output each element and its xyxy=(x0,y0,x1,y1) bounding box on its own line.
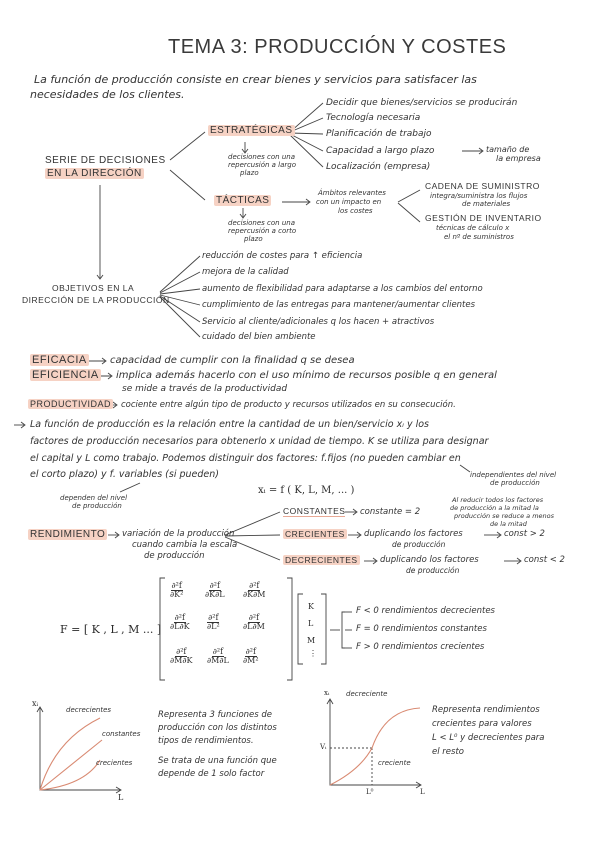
constantes-label: CONSTANTES xyxy=(283,506,346,516)
graph2-y-label: xᵢ xyxy=(324,689,330,697)
tacticas-label: TÁCTICAS xyxy=(216,195,270,206)
variables-note-1: dependen del nivel xyxy=(60,494,128,502)
crecientes-def-2: de producción xyxy=(392,540,446,549)
matrix-cell-mk: $\frac{\text{∂²f}}{\partial M\partial K}$ xyxy=(170,647,193,665)
objetivo-item-1: reducción de costes para ↑ eficiencia xyxy=(202,251,363,261)
graph2-text-3: L < L⁰ y decrecientes para xyxy=(432,733,545,743)
ambitos-3: los costes xyxy=(338,207,373,215)
crecientes-def-1: duplicando los factores xyxy=(364,529,463,539)
rend-note-3: producción se reduce a menos xyxy=(454,512,555,520)
matrix-cell-kk: $\frac{\text{∂²f}}{\text{∂K²}}$ xyxy=(170,581,184,599)
estrategicas-sub-1: decisiones con una xyxy=(228,153,295,161)
matrix-cell-lm: $\frac{\text{∂²f}}{\partial L\partial M}$ xyxy=(243,613,265,631)
graph2-decr-label: decreciente xyxy=(346,690,388,698)
graph1-crec-label: crecientes xyxy=(96,759,133,767)
productividad-term: PRODUCTIVIDAD xyxy=(30,399,112,409)
rend-note-4: de la mitad xyxy=(490,520,527,528)
matrix-cell-kl: $\frac{\text{∂²f}}{\partial K\partial L}$ xyxy=(205,581,225,599)
objetivo-item-5: Servicio al cliente/adicionales q los hacen + atractivos xyxy=(202,317,435,327)
ambitos-2: con un impacto en xyxy=(316,198,382,206)
estrategica-item-1: Decidir que bienes/servicios se producirán xyxy=(326,98,518,108)
funcion-line-3: el capital y L como trabajo. Podemos distinguir dos factores: f.fijos (no pueden cambiar en xyxy=(30,453,461,464)
rendimiento-def-3: de producción xyxy=(144,551,205,561)
gestion-2: el nº de suministros xyxy=(444,233,514,241)
graph2-text-4: el resto xyxy=(432,747,464,757)
tamano-2: la empresa xyxy=(496,154,541,163)
gestion-title: GESTIÓN DE INVENTARIO xyxy=(425,213,542,223)
result-decrecientes: F < 0 rendimientos decrecientes xyxy=(356,606,495,616)
objetivo-item-3: aumento de flexibilidad para adaptarse a los cambios del entorno xyxy=(202,284,483,294)
vector-dots: ⋮ xyxy=(309,649,317,658)
rend-note-2: de producción a la mitad la xyxy=(450,504,539,512)
graph1-text-2: producción con los distintos xyxy=(158,723,277,733)
eficacia-term: EFICACIA xyxy=(32,354,87,366)
rendimiento-def-1: variación de la producción xyxy=(122,529,235,539)
fijos-note-1: independientes del nivel xyxy=(470,471,557,479)
objetivos-line-2: DIRECCIÓN DE LA PRODUCCIÓN xyxy=(22,295,170,305)
matrix-cell-km: $\frac{\text{∂²f}}{\partial K\partial M}$ xyxy=(243,581,266,599)
matrix-cell-ml: $\frac{\text{∂²f}}{\partial M\partial L}$ xyxy=(207,647,229,665)
productividad-def: cociente entre algún tipo de producto y recursos utilizados en su consecución. xyxy=(121,400,456,410)
tacticas-sub-2: repercusión a corto xyxy=(228,227,297,235)
graph2-xo-label: L⁰ xyxy=(366,788,374,796)
funcion-line-4: el corto plazo) y f. variables (si pueden) xyxy=(30,469,219,480)
graph1-text2-2: depende de 1 solo factor xyxy=(158,769,265,779)
crecientes-label: CRECIENTES xyxy=(285,529,345,539)
page-title: TEMA 3: PRODUCCIÓN Y COSTES xyxy=(168,36,507,58)
graph1-text2-1: Se trata de una función que xyxy=(158,756,277,766)
serie-line-2: EN LA DIRECCIÓN xyxy=(47,168,142,179)
estrategica-item-3: Planificación de trabajo xyxy=(326,129,432,139)
graph2-x-label: L xyxy=(420,788,425,796)
estrategica-item-5: Localización (empresa) xyxy=(326,162,431,172)
objetivo-item-2: mejora de la calidad xyxy=(202,267,289,277)
decrecientes-res: const < 2 xyxy=(524,555,565,565)
funcion-line-2: factores de producción necesarios para obtenerlo x unidad de tiempo. K se utiliza para designar xyxy=(30,436,489,447)
rendimiento-term: RENDIMIENTO xyxy=(30,529,106,540)
cadena-2: de materiales xyxy=(462,200,511,208)
matrix-cell-lk: $\frac{\text{∂²f}}{\partial L\partial K}$ xyxy=(170,613,190,631)
result-crecientes: F > 0 rendimientos crecientes xyxy=(356,642,485,652)
estrategica-item-4: Capacidad a largo plazo xyxy=(326,146,435,156)
result-constantes: F = 0 rendimientos constantes xyxy=(356,624,487,634)
graph2-text-1: Representa rendimientos xyxy=(432,705,540,715)
constantes-def: constante = 2 xyxy=(360,507,421,517)
cadena-title: CADENA DE SUMINISTRO xyxy=(425,181,540,191)
decrecientes-def-1: duplicando los factores xyxy=(380,555,479,565)
rend-note-1: Al reducir todos los factores xyxy=(452,496,544,504)
rendimiento-def-2: cuando cambia la escala xyxy=(132,540,238,550)
intro-line-2: necesidades de los clientes. xyxy=(30,88,185,101)
estrategicas-label: ESTRATÉGICAS xyxy=(210,125,293,136)
serie-line-1: SERIE DE DECISIONES xyxy=(45,155,166,166)
graph2-crec-label: creciente xyxy=(378,759,411,767)
fijos-note-2: de producción xyxy=(490,479,540,487)
estrategicas-sub-2: repercusión a largo xyxy=(228,161,296,169)
vector-m: M xyxy=(307,636,316,645)
eficiencia-def-2: se mide a través de la productividad xyxy=(122,384,288,394)
objetivo-item-6: cuidado del bien ambiente xyxy=(202,332,316,342)
eficiencia-def-1: implica además hacerlo con el uso mínimo de recursos posible q en general xyxy=(116,370,497,381)
intro-line-1: La función de producción consiste en crear bienes y servicios para satisfacer las xyxy=(34,73,477,86)
tamano-1: tamaño de xyxy=(486,145,530,154)
decrecientes-label: DECRECIENTES xyxy=(285,555,358,565)
graph1-y-label: xᵢ xyxy=(32,699,39,708)
vector-l: L xyxy=(308,619,314,628)
funcion-line-1: La función de producción es la relación entre la cantidad de un bien/servicio xᵢ y los xyxy=(30,419,429,430)
graph2-yo-label: Vᵢ xyxy=(320,743,327,751)
graph1-text-1: Representa 3 funciones de xyxy=(158,710,273,720)
tacticas-sub-3: plazo xyxy=(244,235,263,243)
ambitos-1: Ámbitos relevantes xyxy=(318,189,386,197)
gestion-1: técnicas de cálculo x xyxy=(436,224,510,232)
graph1-decr-label: decrecientes xyxy=(66,706,112,714)
crecientes-res: const > 2 xyxy=(504,529,545,539)
graph1-const-label: constantes xyxy=(102,730,141,738)
matrix-cell-mm: $\frac{\text{∂²f}}{\text{∂M²}}$ xyxy=(243,647,259,665)
decrecientes-def-2: de producción xyxy=(406,566,460,575)
cadena-1: integra/suministra los flujos xyxy=(430,192,528,200)
graph1-x-label: L xyxy=(118,793,124,802)
graph1-text-3: tipos de rendimientos. xyxy=(158,736,254,746)
variables-note-2: de producción xyxy=(72,502,122,510)
objetivo-item-4: cumplimiento de las entregas para mantener/aumentar clientes xyxy=(202,300,476,310)
tacticas-sub-1: decisiones con una xyxy=(228,219,295,227)
vector-k: K xyxy=(308,602,314,611)
estrategicas-sub-3: plazo xyxy=(240,169,259,177)
eficacia-def: capacidad de cumplir con la finalidad q se desea xyxy=(110,355,355,366)
matrix-cell-ll: $\frac{\text{∂²f}}{\text{∂L²}}$ xyxy=(207,613,220,631)
production-formula: xᵢ = f ( K, L, M, ... ) xyxy=(258,485,355,496)
estrategica-item-2: Tecnología necesaria xyxy=(326,113,421,123)
eficiencia-term: EFICIENCIA xyxy=(32,369,99,381)
matrix-f: F = [ K , L , M ... ] xyxy=(60,623,162,636)
objetivos-line-1: OBJETIVOS EN LA xyxy=(52,283,135,293)
graph2-text-2: crecientes para valores xyxy=(432,719,532,729)
